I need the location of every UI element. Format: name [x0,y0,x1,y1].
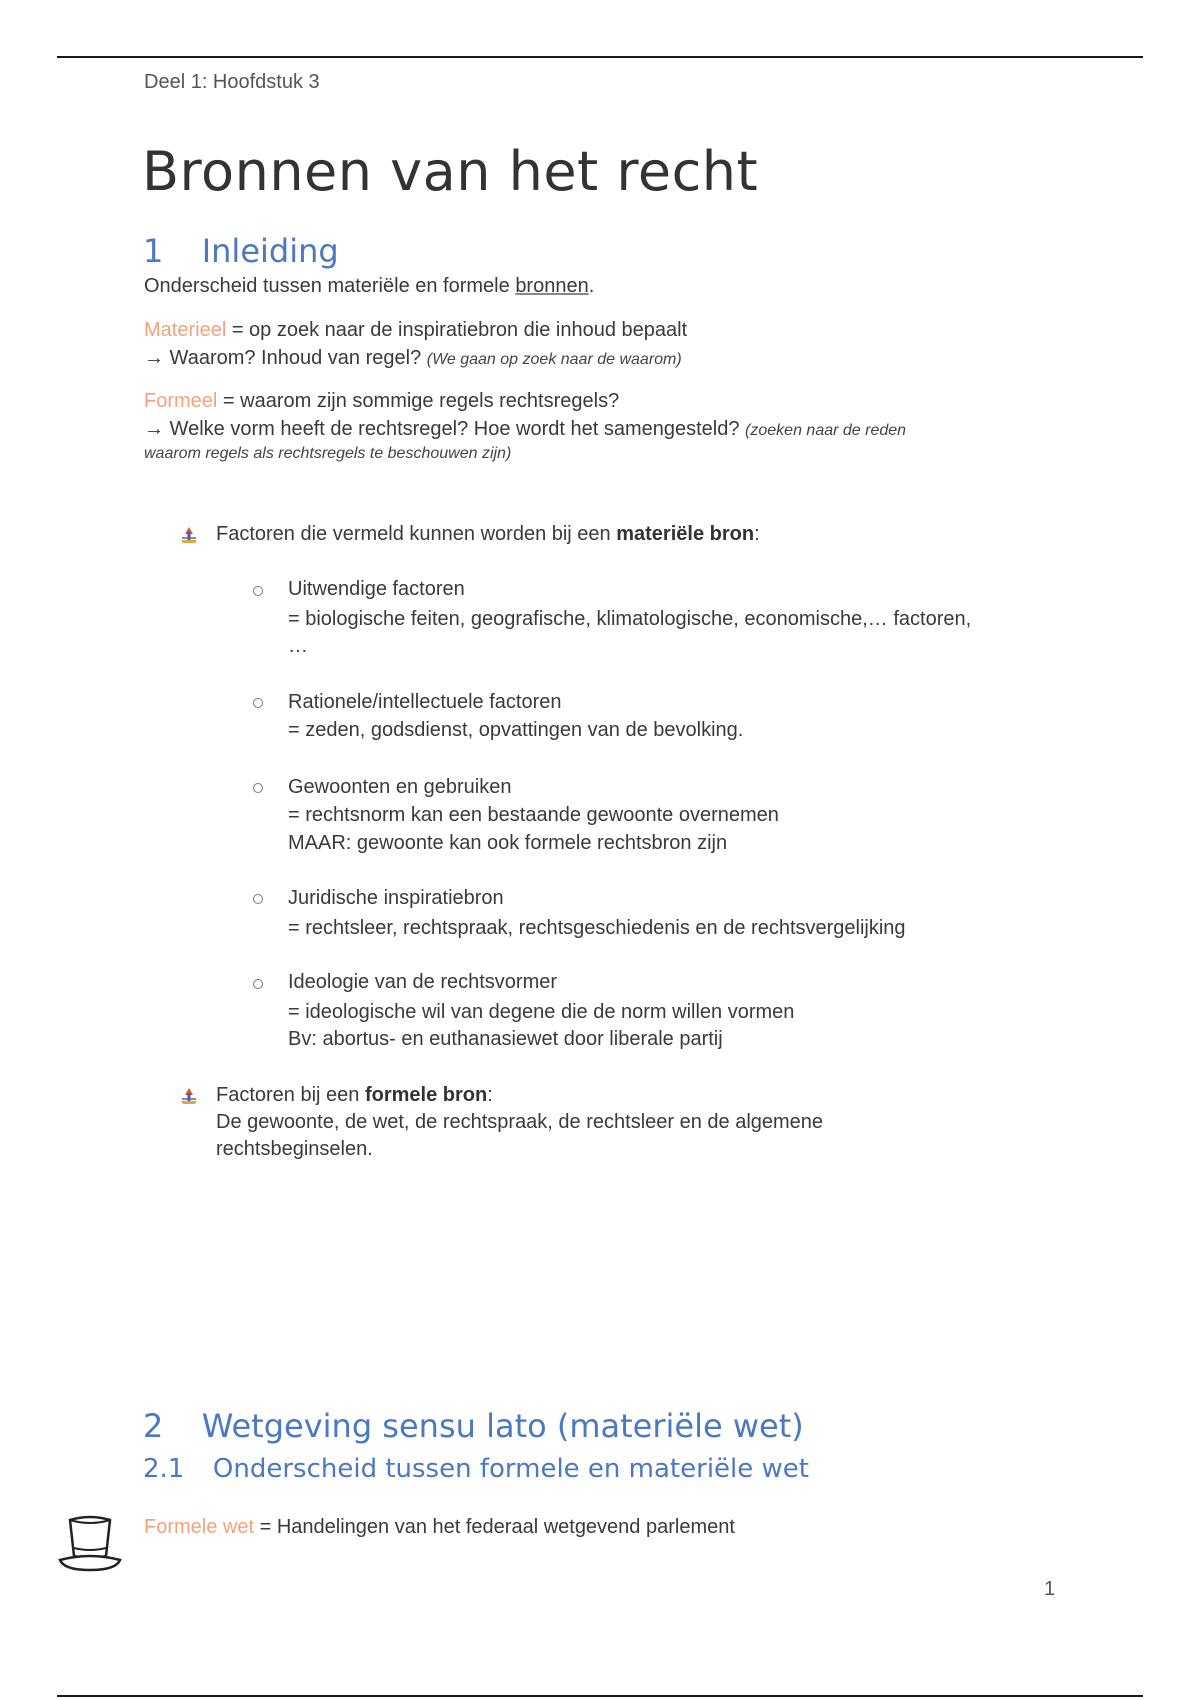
page-number: 1 [1044,1578,1056,1600]
list-item-line: MAAR: gewoonte kan ook formele rechtsbron zijn [288,832,728,854]
formeel-note-1: (zoeken naar de reden [745,422,907,439]
formeel-question [144,415,906,445]
list-item-title: Uitwendige factoren [288,578,465,600]
arrow-bullet-icon [180,1087,198,1105]
arrow-icon: → [144,347,164,369]
list-item-title: Rationele/intellectuele factoren [288,691,562,713]
list-item-title: Ideologie van de rechtsvormer [288,971,558,993]
formele-wet-definition [144,1513,735,1541]
list-item-line: … [288,635,308,657]
top-hat-icon [56,1514,124,1574]
section-1-title: Inleiding [201,232,339,270]
bottom-rule [57,1695,1143,1697]
arrow-icon: → [144,418,164,440]
section-2-heading [143,1407,804,1445]
list-item-line: = rechtsleer, rechtspraak, rechtsgeschiedenis en de rechtsvergelijking [288,917,906,939]
subsection-title: Onderscheid tussen formele en materiële wet [212,1454,809,1484]
list-item-title: Gewoonten en gebruiken [288,776,512,798]
circle-bullet-icon [253,894,263,904]
circle-bullet-icon [253,586,263,596]
list-item-line: = ideologische wil van degene die de norm willen vormen [288,1001,795,1023]
formeel-term: Formeel [144,390,218,412]
section-1-heading [143,232,339,270]
bullet-2-line-2: rechtsbeginselen. [216,1138,373,1160]
bullet-1-bold: materiële bron [616,523,755,545]
materieel-note: (We gaan op zoek naar de waarom) [426,351,682,368]
bullet-1-pre: Factoren die vermeld kunnen worden bij een [216,523,617,545]
formeel-note-2: waarom regels als rechtsregels te beschouwen zijn) [144,445,512,462]
arrow-bullet-icon [180,526,198,544]
formeel-def-text: = waarom zijn sommige regels rechtsregels? [217,390,620,412]
circle-bullet-icon [253,698,263,708]
bullet-formele-bron [216,1081,493,1109]
page-title: Bronnen van het recht [142,140,759,203]
bullet-materiele-bron [216,520,760,548]
section-1-number: 1 [143,232,164,270]
subsection-number: 2.1 [143,1454,185,1484]
intro-link-bronnen: bronnen [515,275,589,297]
materieel-def-text: = op zoek naar de inspiratiebron die inhoud bepaalt [226,319,688,341]
section-2-title: Wetgeving sensu lato (materiële wet) [201,1407,804,1445]
list-item-line: = biologische feiten, geografische, klimatologische, economische,… factoren, [288,608,972,630]
bullet-2-bold: formele bron [364,1084,488,1106]
intro-paragraph [144,272,594,300]
chapter-label: Deel 1: Hoofdstuk 3 [144,71,320,93]
formeel-definition [144,387,619,415]
bullet-2-line-1: De gewoonte, de wet, de rechtspraak, de rechtsleer en de algemene [216,1111,824,1133]
top-rule [57,56,1143,58]
bullet-2-pre: Factoren bij een [216,1084,365,1106]
formele-wet-term: Formele wet [144,1516,255,1538]
subsection-2-1-heading [143,1454,809,1484]
materieel-question-text: Waarom? Inhoud van regel? [164,347,427,369]
list-item-title: Juridische inspiratiebron [288,887,504,909]
list-item-line: = rechtsnorm kan een bestaande gewoonte overnemen [288,804,779,826]
formele-wet-def-text: = Handelingen van het federaal wetgevend parlement [254,1516,735,1538]
formeel-question-text: Welke vorm heeft de rechtsregel? Hoe wordt het samengesteld? [164,418,746,440]
intro-text: Onderscheid tussen materiële en formele [144,275,516,297]
circle-bullet-icon [253,783,263,793]
section-2-number: 2 [143,1407,164,1445]
bullet-1-post: : [754,523,760,545]
bullet-2-post: : [487,1084,493,1106]
intro-period: . [588,275,595,297]
list-item-line: = zeden, godsdienst, opvattingen van de bevolking. [288,719,744,741]
materieel-term: Materieel [144,319,227,341]
list-item-line: Bv: abortus- en euthanasiewet door liberale partij [288,1028,723,1050]
circle-bullet-icon [253,979,263,989]
materieel-definition [144,316,687,344]
materieel-question [144,344,682,374]
